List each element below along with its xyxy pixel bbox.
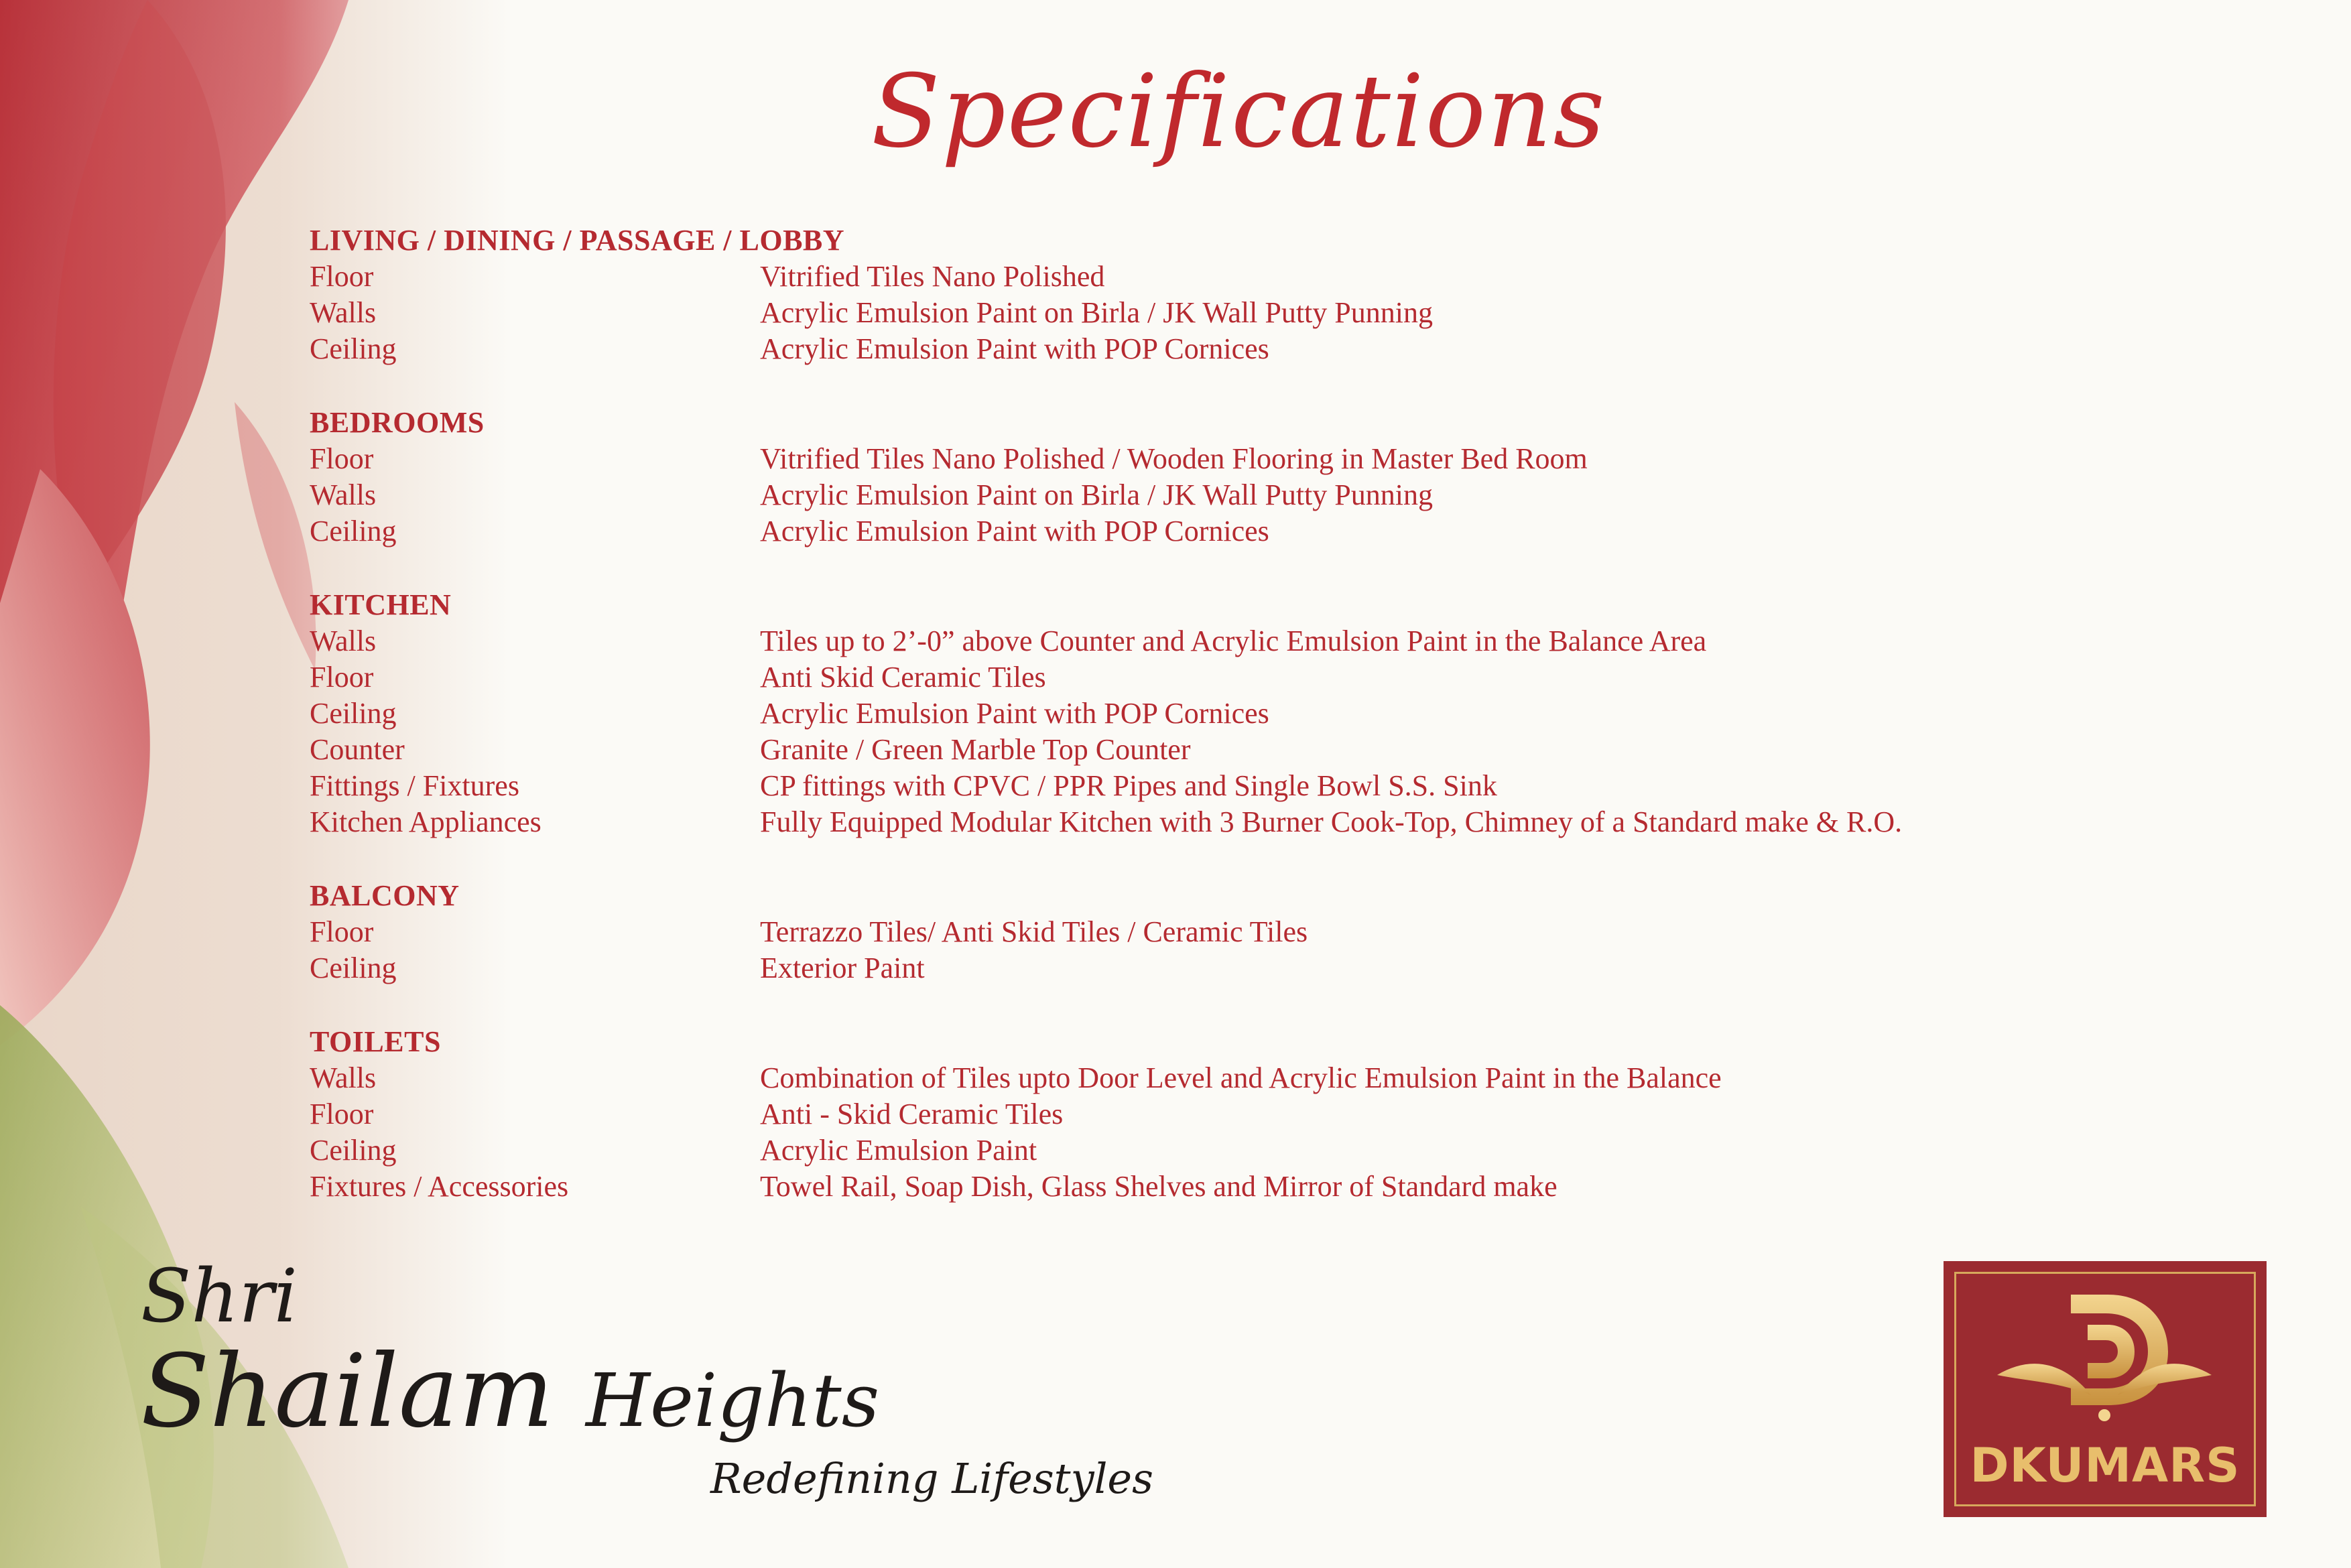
spec-label: Fittings / Fixtures — [310, 769, 519, 802]
spec-value: Vitrified Tiles Nano Polished / Wooden Flooring in Master Bed Room — [760, 442, 1588, 475]
spec-label: Walls — [310, 478, 377, 511]
spec-value: Fully Equipped Modular Kitchen with 3 Burner Cook-Top, Chimney of a Standard make & R.O. — [760, 805, 1903, 838]
spec-label: Counter — [310, 733, 405, 766]
dk-monogram-icon — [1990, 1288, 2218, 1435]
spec-label: Walls — [310, 1061, 377, 1094]
spec-label: Kitchen Appliances — [310, 805, 542, 838]
spec-value: Acrylic Emulsion Paint — [760, 1134, 1037, 1167]
spec-value: Towel Rail, Soap Dish, Glass Shelves and Mirror of Standard make — [760, 1170, 1558, 1203]
spec-row — [310, 259, 2119, 295]
spec-label: Ceiling — [310, 332, 397, 365]
brand-tagline: Redefining Lifestyles — [710, 1454, 1153, 1503]
spec-row — [310, 1096, 2119, 1132]
spec-value: CP fittings with CPVC / PPR Pipes and Single Bowl S.S. Sink — [760, 769, 1497, 802]
logo-text: DKUMARS — [1970, 1438, 2240, 1493]
spec-row — [310, 295, 2119, 331]
developer-logo — [1944, 1261, 2267, 1517]
spec-row — [310, 1169, 2119, 1205]
spec-label: Ceiling — [310, 952, 397, 984]
spec-label: Floor — [310, 442, 374, 475]
spec-label: Floor — [310, 260, 374, 293]
brand-name — [141, 1333, 879, 1450]
spec-value: Acrylic Emulsion Paint with POP Cornices — [760, 515, 1269, 547]
brand-name-shailam: Shailam — [141, 1333, 554, 1450]
section-heading: TOILETS — [310, 1025, 441, 1058]
spec-label: Ceiling — [310, 515, 397, 547]
spec-value: Acrylic Emulsion Paint on Birla / JK Wall Putty Punning — [760, 478, 1433, 511]
spec-label: Walls — [310, 625, 377, 657]
spec-label: Fixtures / Accessories — [310, 1170, 569, 1203]
spec-row — [310, 1060, 2119, 1096]
spec-value: Granite / Green Marble Top Counter — [760, 733, 1191, 766]
brand-name-heights: Heights — [586, 1358, 880, 1443]
section-heading: BALCONY — [310, 879, 460, 912]
section-living — [310, 222, 2119, 367]
spec-label: Floor — [310, 661, 374, 694]
brand-shri: Shri — [141, 1253, 298, 1339]
section-heading: KITCHEN — [310, 588, 452, 621]
spec-value: Acrylic Emulsion Paint with POP Cornices — [760, 697, 1269, 730]
spec-row — [310, 732, 2119, 768]
spec-row — [310, 696, 2119, 732]
section-balcony — [310, 878, 2119, 986]
section-heading: LIVING / DINING / PASSAGE / LOBBY — [310, 224, 845, 257]
spec-row — [310, 914, 2119, 950]
spec-value: Anti - Skid Ceramic Tiles — [760, 1098, 1064, 1130]
section-kitchen — [310, 587, 2119, 840]
spec-value: Acrylic Emulsion Paint on Birla / JK Wall Putty Punning — [760, 296, 1433, 329]
spec-value: Exterior Paint — [760, 952, 925, 984]
spec-row — [310, 331, 2119, 367]
spec-row — [310, 441, 2119, 477]
section-heading: BEDROOMS — [310, 406, 485, 439]
spec-row — [310, 513, 2119, 549]
spec-value: Anti Skid Ceramic Tiles — [760, 661, 1046, 694]
spec-row — [310, 768, 2119, 804]
section-toilets — [310, 1024, 2119, 1205]
spec-row — [310, 1132, 2119, 1169]
spec-row — [310, 659, 2119, 696]
spec-row — [310, 477, 2119, 513]
spec-row — [310, 623, 2119, 659]
spec-value: Tiles up to 2’-0” above Counter and Acrylic Emulsion Paint in the Balance Area — [760, 625, 1707, 657]
spec-value: Combination of Tiles upto Door Level and Acrylic Emulsion Paint in the Balance — [760, 1061, 1722, 1094]
spec-label: Ceiling — [310, 697, 397, 730]
spec-label: Ceiling — [310, 1134, 397, 1167]
spec-value: Vitrified Tiles Nano Polished — [760, 260, 1105, 293]
spec-row — [310, 950, 2119, 986]
spec-label: Walls — [310, 296, 377, 329]
specifications-list — [310, 222, 2119, 1242]
spec-label: Floor — [310, 1098, 374, 1130]
spec-row — [310, 804, 2119, 840]
spec-label: Floor — [310, 915, 374, 948]
page-title: Specifications — [871, 54, 1606, 170]
spec-value: Acrylic Emulsion Paint with POP Cornices — [760, 332, 1269, 365]
section-bedrooms — [310, 405, 2119, 549]
spec-value: Terrazzo Tiles/ Anti Skid Tiles / Ceramic Tiles — [760, 915, 1308, 948]
